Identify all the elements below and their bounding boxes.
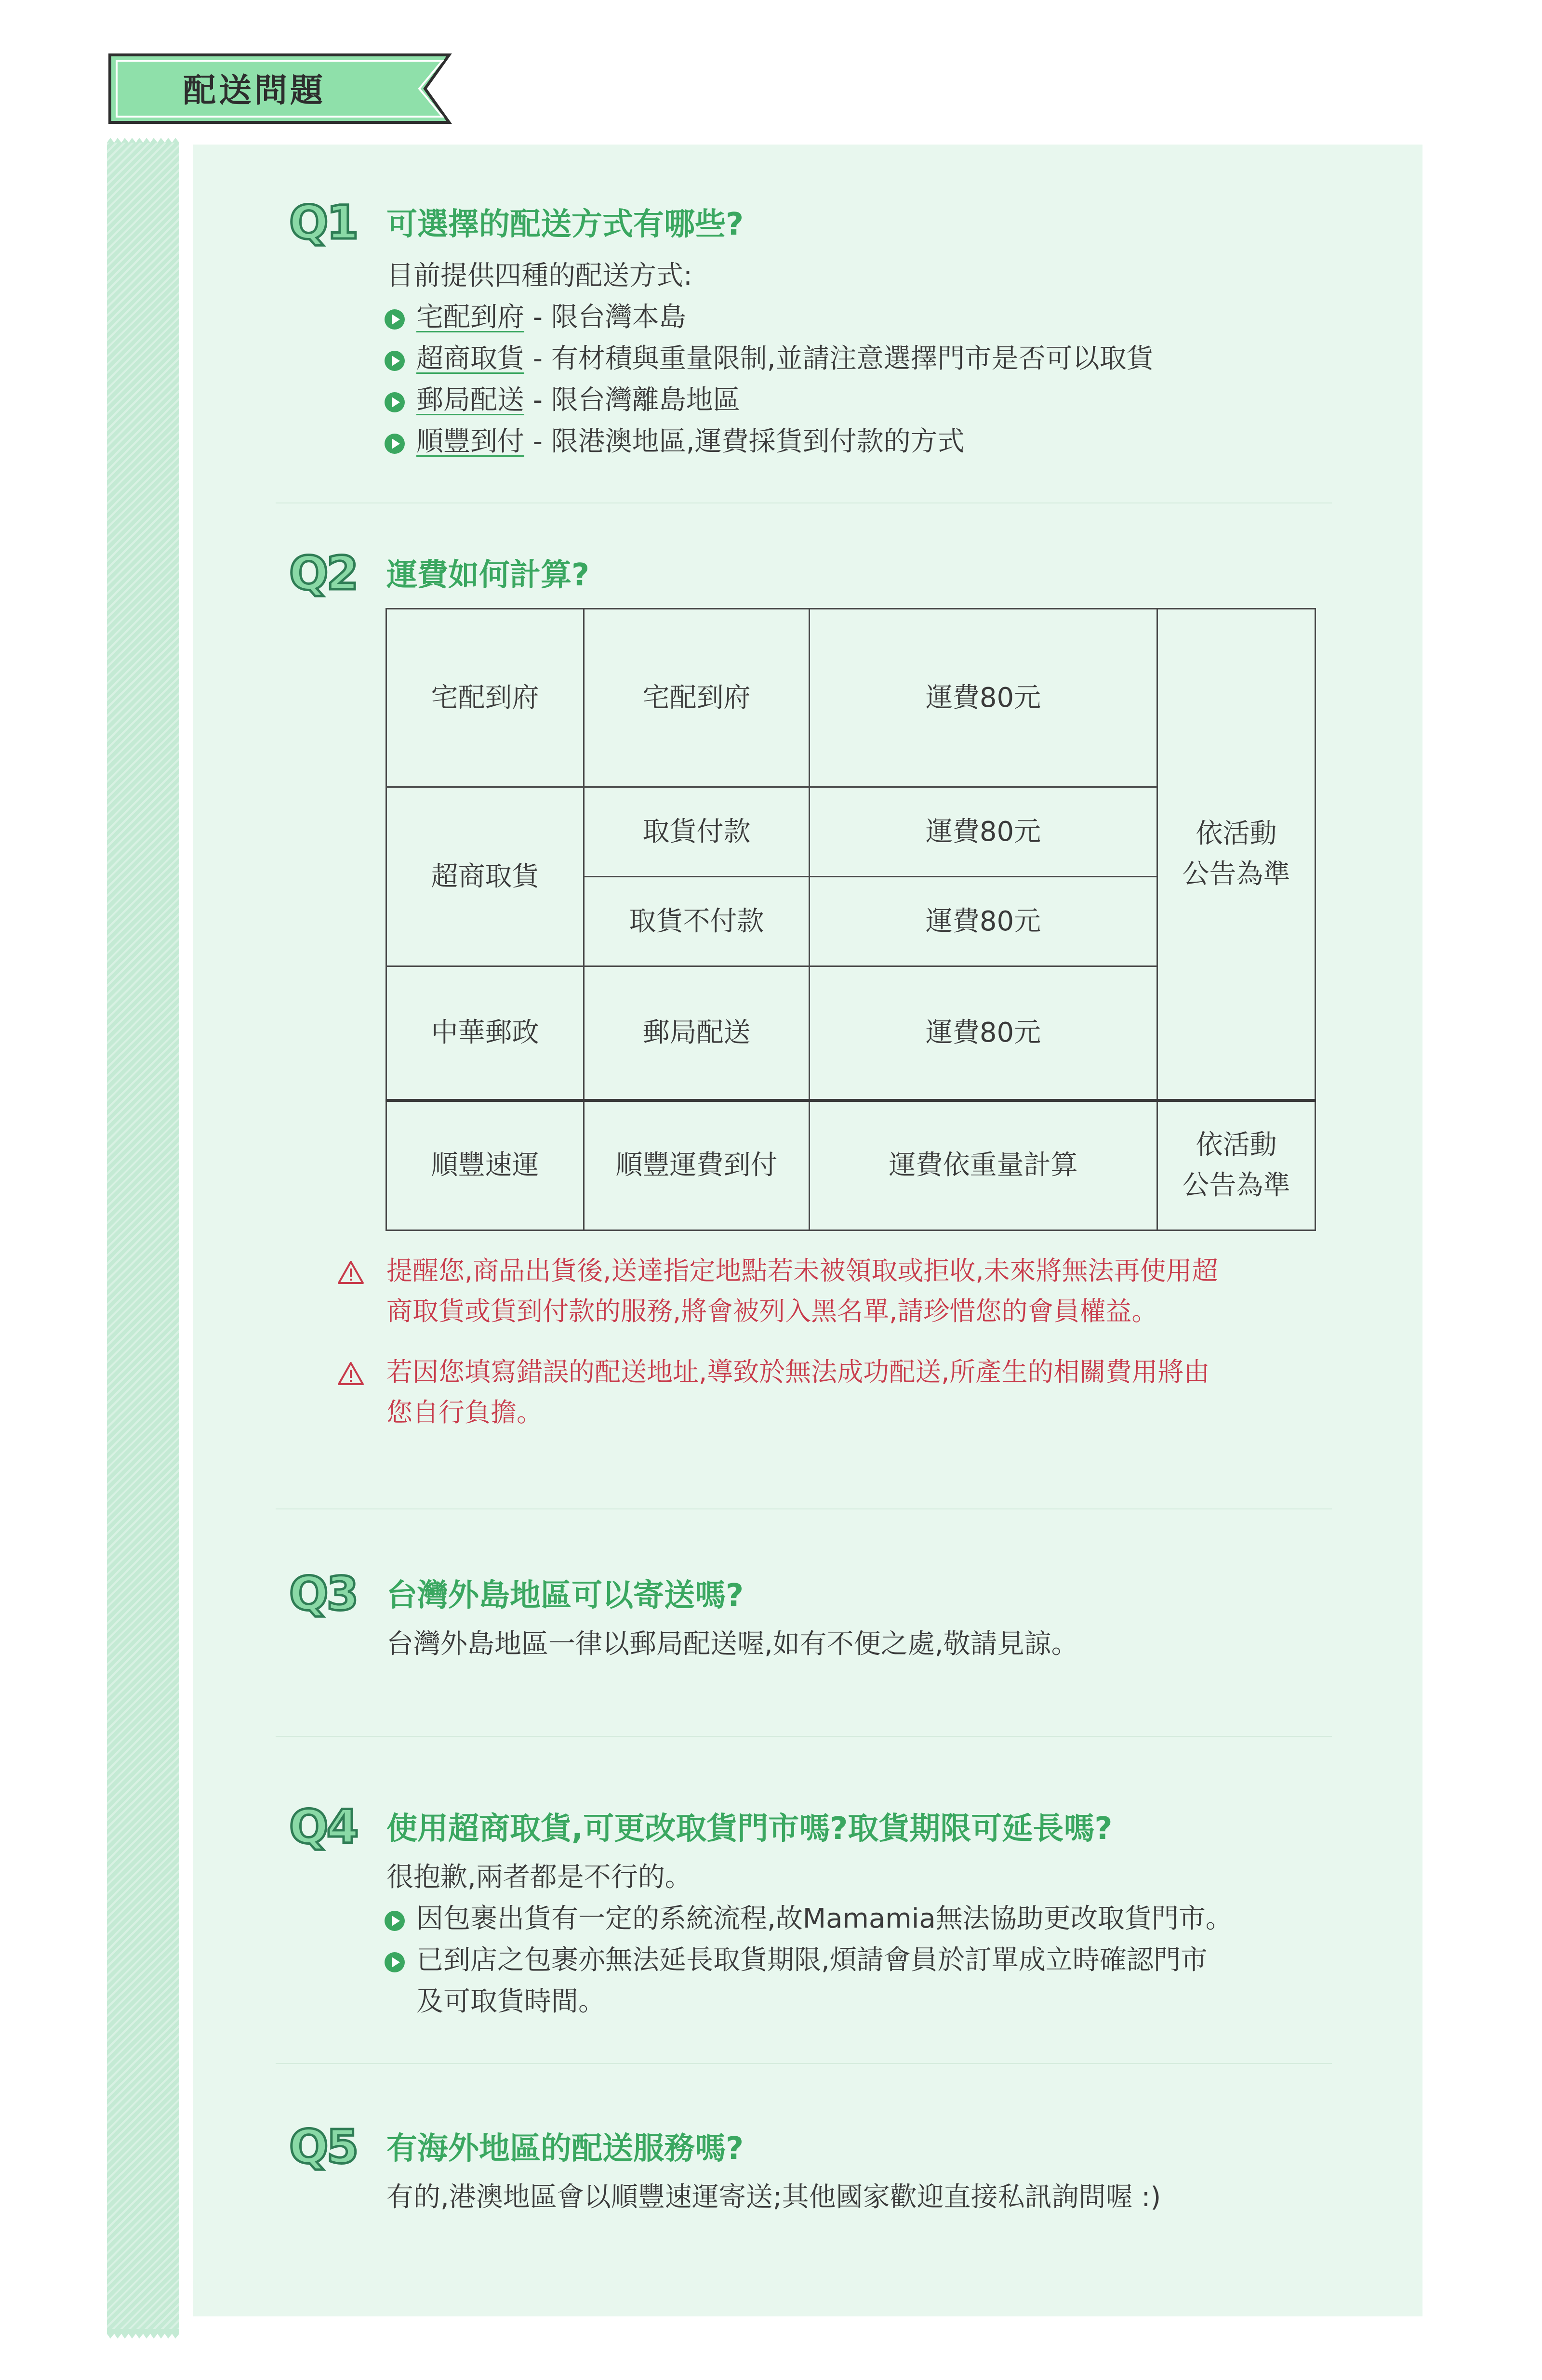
shipping-method-desc: - 限港澳地區,運費採貨到付款的方式 bbox=[524, 426, 965, 457]
list-item bbox=[382, 1940, 1233, 2023]
shipping-method-desc: - 限台灣本島 bbox=[524, 302, 686, 333]
decorative-strip bbox=[107, 143, 179, 2334]
table-cell-note bbox=[1157, 1100, 1316, 1230]
table-cell: 運費80元 bbox=[810, 966, 1157, 1100]
warning-icon bbox=[337, 1362, 364, 1386]
q1-intro: 目前提供四種的配送方式: bbox=[386, 260, 692, 291]
list-item bbox=[382, 297, 1154, 338]
note-line: 公告為準 bbox=[1182, 1170, 1290, 1202]
q2-title: 運費如何計算? bbox=[386, 557, 590, 593]
table-cell: 宅配到府 bbox=[386, 609, 584, 787]
play-circle-icon bbox=[384, 1951, 406, 1973]
shipping-method-link[interactable]: 順豐到付 bbox=[416, 426, 524, 457]
q3-title: 台灣外島地區可以寄送嗎? bbox=[386, 1578, 744, 1613]
table-row bbox=[386, 609, 1316, 787]
play-circle-icon bbox=[384, 350, 406, 372]
section-header-tag bbox=[107, 52, 454, 125]
table-cell: 取貨不付款 bbox=[584, 877, 810, 966]
q4-number: Q4 bbox=[289, 1800, 357, 1854]
play-circle-icon bbox=[384, 308, 406, 331]
table-cell: 取貨付款 bbox=[584, 787, 810, 877]
q5-title: 有海外地區的配送服務嗎? bbox=[386, 2131, 744, 2167]
table-cell: 運費80元 bbox=[810, 877, 1157, 966]
list-item-text: 因包裹出貨有一定的系統流程,故Mamamia無法協助更改取貨門市。 bbox=[416, 1903, 1233, 1934]
note-line: 依活動 bbox=[1196, 818, 1277, 849]
q5-answer: 有的,港澳地區會以順豐速運寄送;其他國家歡迎直接私訊詢問喔 :) bbox=[386, 2182, 1161, 2213]
table-cell: 中華郵政 bbox=[386, 966, 584, 1100]
shipping-method-link[interactable]: 郵局配送 bbox=[416, 384, 524, 416]
list-item bbox=[382, 380, 1154, 421]
warning-text: 提醒您,商品出貨後,送達指定地點若未被領取或拒收,未來將無法再使用超 bbox=[386, 1256, 1218, 1286]
table-cell: 宅配到府 bbox=[584, 609, 810, 787]
table-cell: 郵局配送 bbox=[584, 966, 810, 1100]
warning-icon bbox=[337, 1260, 364, 1284]
table-row bbox=[386, 1100, 1316, 1230]
play-circle-icon bbox=[384, 433, 406, 455]
note-line: 依活動 bbox=[1196, 1129, 1277, 1161]
q3-number: Q3 bbox=[289, 1567, 357, 1621]
section-title: 配送問題 bbox=[183, 72, 326, 110]
list-item bbox=[382, 338, 1154, 380]
table-cell: 順豐運費到付 bbox=[584, 1100, 810, 1230]
warning-text: 商取貨或貨到付款的服務,將會被列入黑名單,請珍惜您的會員權益。 bbox=[386, 1296, 1158, 1326]
warning-note bbox=[337, 1251, 1301, 1332]
shipping-method-link[interactable]: 宅配到府 bbox=[416, 302, 524, 333]
shipping-method-desc: - 有材積與重量限制,並請注意選擇門市是否可以取貨 bbox=[524, 343, 1154, 374]
divider bbox=[276, 2063, 1332, 2064]
list-item bbox=[382, 1898, 1233, 1940]
table-cell: 超商取貨 bbox=[386, 787, 584, 966]
q4-title: 使用超商取貨,可更改取貨門市嗎?取貨期限可延長嗎? bbox=[386, 1811, 1113, 1847]
q5-number: Q5 bbox=[289, 2120, 357, 2174]
list-item-text: 及可取貨時間。 bbox=[416, 1986, 605, 2017]
strip-zigzag-bottom bbox=[107, 2329, 179, 2339]
q1-number: Q1 bbox=[289, 196, 357, 250]
table-cell: 順豐速運 bbox=[386, 1100, 584, 1230]
table-cell-note bbox=[1157, 609, 1316, 1100]
q1-list bbox=[382, 297, 1154, 463]
divider bbox=[276, 1736, 1332, 1737]
shipping-fee-table bbox=[386, 608, 1316, 1231]
q1-title: 可選擇的配送方式有哪些? bbox=[386, 207, 744, 242]
q4-intro: 很抱歉,兩者都是不行的。 bbox=[386, 1862, 692, 1893]
shipping-method-desc: - 限台灣離島地區 bbox=[524, 384, 740, 416]
table-cell: 運費依重量計算 bbox=[810, 1100, 1157, 1230]
divider bbox=[276, 1508, 1332, 1509]
list-item bbox=[382, 421, 1154, 463]
divider bbox=[276, 502, 1332, 503]
q3-answer: 台灣外島地區一律以郵局配送喔,如有不便之處,敬請見諒。 bbox=[386, 1628, 1078, 1660]
table-cell: 運費80元 bbox=[810, 609, 1157, 787]
warning-text: 您自行負擔。 bbox=[386, 1397, 543, 1428]
play-circle-icon bbox=[384, 1910, 406, 1932]
shipping-method-link[interactable]: 超商取貨 bbox=[416, 343, 524, 374]
warning-note bbox=[337, 1352, 1301, 1433]
note-line: 公告為準 bbox=[1182, 858, 1290, 890]
q2-number: Q2 bbox=[289, 546, 357, 600]
play-circle-icon bbox=[384, 391, 406, 413]
list-item-text: 已到店之包裹亦無法延長取貨期限,煩請會員於訂單成立時確認門市 bbox=[416, 1944, 1208, 1976]
q4-list bbox=[382, 1898, 1233, 2023]
warning-text: 若因您填寫錯誤的配送地址,導致於無法成功配送,所產生的相關費用將由 bbox=[386, 1357, 1210, 1387]
table-cell: 運費80元 bbox=[810, 787, 1157, 877]
